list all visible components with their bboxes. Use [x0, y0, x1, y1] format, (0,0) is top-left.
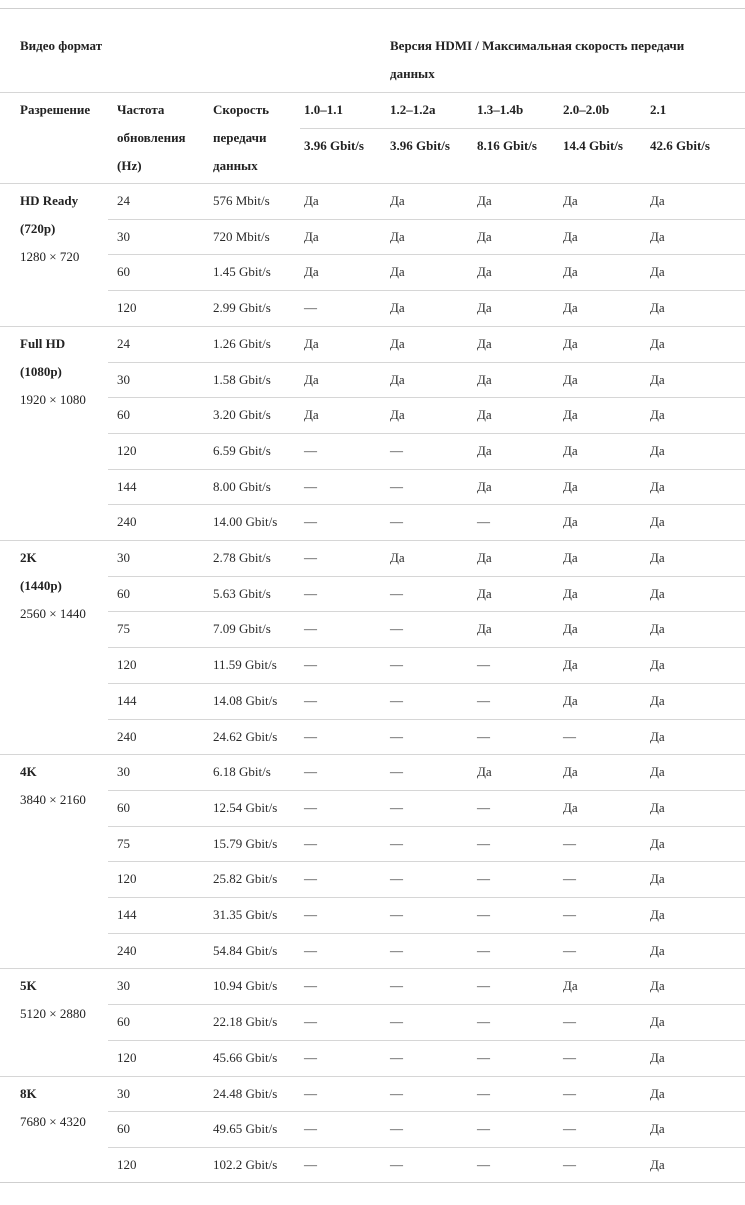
support-cell: Да	[650, 407, 665, 423]
support-cell: —	[304, 1049, 317, 1065]
support-cell: Да	[650, 1049, 665, 1065]
support-cell: —	[563, 942, 576, 958]
support-cell: Да	[650, 442, 665, 458]
support-cell: —	[477, 514, 490, 530]
table-row	[0, 326, 745, 362]
data-rate-cell: 1.58 Gbit/s	[213, 371, 271, 387]
support-cell: —	[304, 442, 317, 458]
support-cell: —	[477, 1121, 490, 1137]
support-cell: Да	[304, 264, 319, 280]
support-cell: —	[477, 978, 490, 994]
top-divider	[0, 8, 745, 9]
support-cell: —	[477, 907, 490, 922]
support-cell: —	[390, 621, 403, 637]
support-cell: —	[390, 764, 403, 780]
support-cell: —	[390, 442, 403, 458]
header-rate-line1: Скорость	[213, 102, 269, 117]
table-row	[0, 540, 745, 576]
support-cell: Да	[390, 300, 405, 316]
refresh-rate-cell: 60	[117, 799, 130, 815]
support-cell: Да	[563, 514, 578, 530]
table-row	[0, 397, 745, 433]
support-cell: —	[304, 835, 317, 851]
data-rate-cell: 720 Mbit/s	[213, 228, 270, 244]
support-cell: —	[304, 585, 317, 601]
support-cell: Да	[563, 978, 578, 994]
support-cell: —	[304, 692, 317, 708]
support-cell: —	[390, 871, 403, 887]
support-cell: —	[304, 942, 317, 958]
support-cell: Да	[563, 621, 578, 637]
support-cell: Да	[650, 657, 665, 673]
support-cell: Да	[650, 978, 665, 994]
support-cell: —	[563, 835, 576, 851]
header-rate-line3: данных	[213, 158, 258, 173]
support-cell: —	[477, 835, 490, 851]
support-cell: —	[304, 621, 317, 637]
support-cell: Да	[563, 193, 578, 208]
support-cell: Да	[477, 335, 492, 351]
support-cell: —	[563, 907, 576, 922]
table-row	[0, 1111, 745, 1147]
support-cell: Да	[650, 764, 665, 780]
data-rate-cell: 14.08 Gbit/s	[213, 692, 278, 708]
support-cell: Да	[477, 371, 492, 387]
support-cell: Да	[563, 550, 578, 565]
support-cell: Да	[563, 407, 578, 423]
support-cell: —	[304, 799, 317, 815]
header-hdmi-title-line2: данных	[390, 66, 435, 81]
bottom-divider	[0, 1182, 745, 1183]
header-resolution: Разрешение	[20, 102, 91, 117]
table-row	[0, 754, 745, 790]
support-cell: —	[390, 1049, 403, 1065]
data-rate-cell: 14.00 Gbit/s	[213, 514, 278, 530]
support-cell: —	[390, 1121, 403, 1137]
support-cell: Да	[650, 1121, 665, 1137]
header-hdmi-title-line1: Версия HDMI / Максимальная скорость передачи	[390, 38, 685, 53]
support-cell: —	[477, 1014, 490, 1030]
support-cell: Да	[563, 300, 578, 316]
support-cell: —	[477, 799, 490, 815]
refresh-rate-cell: 60	[117, 407, 130, 423]
data-rate-cell: 6.18 Gbit/s	[213, 764, 271, 780]
support-cell: Да	[563, 657, 578, 673]
support-cell: Да	[390, 264, 405, 280]
table-row	[0, 790, 745, 826]
refresh-rate-cell: 30	[117, 764, 130, 780]
data-rate-cell: 31.35 Gbit/s	[213, 907, 278, 922]
support-cell: Да	[650, 228, 665, 244]
support-cell: Да	[563, 228, 578, 244]
support-cell: Да	[650, 728, 665, 744]
format-resolution: 7680 × 4320	[20, 1113, 86, 1129]
support-cell: Да	[650, 478, 665, 494]
support-cell: —	[477, 657, 490, 673]
data-rate-cell: 54.84 Gbit/s	[213, 942, 278, 958]
support-cell: Да	[650, 335, 665, 351]
refresh-rate-cell: 144	[117, 907, 137, 922]
support-cell: Да	[477, 193, 492, 208]
data-rate-cell: 12.54 Gbit/s	[213, 799, 278, 815]
format-resolution: 3840 × 2160	[20, 792, 86, 808]
support-cell: Да	[650, 621, 665, 637]
refresh-rate-cell: 120	[117, 442, 137, 458]
support-cell: Да	[563, 478, 578, 494]
refresh-rate-cell: 75	[117, 835, 130, 851]
support-cell: Да	[650, 1156, 665, 1172]
format-name: 4K	[20, 764, 37, 780]
support-cell: —	[304, 478, 317, 494]
support-cell: Да	[650, 1014, 665, 1030]
support-cell: Да	[650, 264, 665, 280]
table-row	[0, 897, 745, 933]
support-cell: —	[477, 871, 490, 887]
support-cell: —	[563, 728, 576, 744]
header-refresh-rate	[117, 96, 186, 180]
data-rate-cell: 10.94 Gbit/s	[213, 978, 278, 994]
header-version-2: 1.2–1.2a	[390, 102, 436, 117]
support-cell: Да	[650, 692, 665, 708]
support-cell: —	[477, 1049, 490, 1065]
data-rate-cell: 102.2 Gbit/s	[213, 1156, 278, 1172]
support-cell: —	[390, 978, 403, 994]
support-cell: Да	[563, 264, 578, 280]
header-version-4: 2.0–2.0b	[563, 102, 610, 117]
header-version-3: 1.3–1.4b	[477, 102, 524, 117]
support-cell: —	[563, 1156, 576, 1172]
table-row	[0, 1147, 745, 1183]
support-cell: Да	[390, 407, 405, 423]
support-cell: Да	[650, 799, 665, 815]
refresh-rate-cell: 120	[117, 300, 137, 316]
support-cell: —	[390, 1014, 403, 1030]
support-cell: —	[477, 1156, 490, 1172]
support-cell: —	[563, 1085, 576, 1101]
header-max-rate-1: 3.96 Gbit/s	[304, 138, 364, 153]
refresh-rate-cell: 240	[117, 942, 137, 958]
table-row	[0, 254, 745, 290]
table-row	[0, 290, 745, 326]
format-name: 2K	[20, 550, 37, 565]
support-cell: Да	[477, 228, 492, 244]
support-cell: Да	[477, 585, 492, 601]
table-row	[0, 469, 745, 505]
refresh-rate-cell: 30	[117, 550, 130, 565]
support-cell: Да	[650, 835, 665, 851]
refresh-rate-cell: 120	[117, 657, 137, 673]
support-cell: Да	[650, 1085, 665, 1101]
support-cell: Да	[650, 942, 665, 958]
header-video-format: Видео формат	[20, 38, 103, 53]
header-refresh-line3: (Hz)	[117, 158, 142, 173]
support-cell: Да	[563, 764, 578, 780]
support-cell: Да	[390, 550, 405, 565]
support-cell: —	[304, 1121, 317, 1137]
support-cell: Да	[563, 799, 578, 815]
support-cell: Да	[304, 193, 319, 208]
header-max-rate-3: 8.16 Gbit/s	[477, 138, 537, 153]
support-cell: —	[390, 514, 403, 530]
support-cell: —	[563, 1014, 576, 1030]
data-rate-cell: 6.59 Gbit/s	[213, 442, 271, 458]
refresh-rate-cell: 120	[117, 1049, 137, 1065]
support-cell: —	[477, 728, 490, 744]
data-rate-cell: 3.20 Gbit/s	[213, 407, 271, 423]
table-row	[0, 1040, 745, 1076]
header-max-rate-5: 42.6 Gbit/s	[650, 138, 710, 153]
support-cell: Да	[650, 300, 665, 316]
support-cell: Да	[477, 550, 492, 565]
refresh-rate-cell: 144	[117, 478, 137, 494]
support-cell: Да	[563, 692, 578, 708]
data-rate-cell: 2.78 Gbit/s	[213, 550, 271, 565]
table-row	[0, 183, 745, 219]
data-rate-cell: 7.09 Gbit/s	[213, 621, 271, 637]
data-rate-cell: 15.79 Gbit/s	[213, 835, 278, 851]
data-rate-cell: 2.99 Gbit/s	[213, 300, 271, 316]
data-rate-cell: 24.62 Gbit/s	[213, 728, 278, 744]
support-cell: —	[390, 585, 403, 601]
support-cell: —	[477, 942, 490, 958]
table-row	[0, 611, 745, 647]
support-cell: Да	[563, 585, 578, 601]
support-cell: Да	[563, 442, 578, 458]
support-cell: —	[390, 657, 403, 673]
header-version-5: 2.1	[650, 102, 667, 117]
header-data-rate	[213, 96, 269, 180]
refresh-rate-cell: 30	[117, 978, 130, 994]
header-refresh-line1: Частота	[117, 102, 165, 117]
table-row	[0, 826, 745, 862]
support-cell: —	[390, 942, 403, 958]
refresh-rate-cell: 24	[117, 193, 130, 208]
support-cell: —	[390, 907, 403, 922]
support-cell: —	[304, 978, 317, 994]
table-row	[0, 433, 745, 469]
support-cell: —	[390, 1156, 403, 1172]
support-cell: Да	[477, 264, 492, 280]
header-hdmi-title	[390, 32, 684, 88]
data-rate-cell: 5.63 Gbit/s	[213, 585, 271, 601]
support-cell: Да	[563, 371, 578, 387]
support-cell: Да	[650, 907, 665, 922]
support-cell: Да	[650, 193, 665, 208]
refresh-rate-cell: 60	[117, 1014, 130, 1030]
support-cell: Да	[390, 335, 405, 351]
support-cell: Да	[390, 228, 405, 244]
refresh-rate-cell: 240	[117, 514, 137, 530]
support-cell: Да	[650, 371, 665, 387]
support-cell: Да	[477, 478, 492, 494]
table-row	[0, 968, 745, 1004]
support-cell: —	[304, 1014, 317, 1030]
support-cell: —	[390, 728, 403, 744]
table-row	[0, 861, 745, 897]
support-cell: —	[304, 1156, 317, 1172]
support-cell: Да	[304, 407, 319, 423]
data-rate-cell: 11.59 Gbit/s	[213, 657, 277, 673]
support-cell: Да	[304, 371, 319, 387]
support-cell: Да	[477, 442, 492, 458]
support-cell: Да	[304, 335, 319, 351]
support-cell: —	[563, 1121, 576, 1137]
header-divider	[0, 92, 745, 93]
refresh-rate-cell: 30	[117, 371, 130, 387]
header-max-rate-4: 14.4 Gbit/s	[563, 138, 623, 153]
support-cell: —	[304, 871, 317, 887]
support-cell: Да	[650, 514, 665, 530]
support-cell: —	[390, 1085, 403, 1101]
data-rate-cell: 1.45 Gbit/s	[213, 264, 271, 280]
support-cell: —	[304, 907, 317, 922]
format-name: 5K	[20, 978, 37, 994]
support-cell: —	[304, 728, 317, 744]
support-cell: Да	[477, 764, 492, 780]
header-rate-line2: передачи	[213, 130, 267, 145]
support-cell: —	[390, 692, 403, 708]
support-cell: —	[477, 692, 490, 708]
table-row	[0, 1004, 745, 1040]
refresh-rate-cell: 240	[117, 728, 137, 744]
data-rate-cell: 25.82 Gbit/s	[213, 871, 278, 887]
format-resolution: 5120 × 2880	[20, 1006, 86, 1022]
support-cell: —	[477, 1085, 490, 1101]
support-cell: —	[304, 657, 317, 673]
support-cell: Да	[390, 371, 405, 387]
refresh-rate-cell: 120	[117, 871, 137, 887]
data-rate-cell: 49.65 Gbit/s	[213, 1121, 278, 1137]
support-cell: —	[304, 514, 317, 530]
refresh-rate-cell: 60	[117, 264, 130, 280]
table-row	[0, 576, 745, 612]
format-resolution: 1280 × 720	[20, 249, 80, 264]
table-row	[0, 1076, 745, 1112]
support-cell: Да	[650, 550, 665, 565]
support-cell: Да	[477, 300, 492, 316]
support-cell: —	[390, 478, 403, 494]
header-max-rate-2: 3.96 Gbit/s	[390, 138, 450, 153]
table-row	[0, 219, 745, 255]
header-version-1: 1.0–1.1	[304, 102, 343, 117]
format-resolution: 1920 × 1080	[20, 391, 86, 407]
refresh-rate-cell: 75	[117, 621, 130, 637]
data-rate-cell: 22.18 Gbit/s	[213, 1014, 278, 1030]
table-row	[0, 362, 745, 398]
support-cell: —	[304, 1085, 317, 1101]
format-name: 8K	[20, 1085, 37, 1101]
format-name-suffix: (720p)	[20, 221, 56, 236]
data-rate-cell: 45.66 Gbit/s	[213, 1049, 278, 1065]
support-cell: Да	[477, 407, 492, 423]
format-name-suffix: (1440p)	[20, 578, 62, 593]
format-name-suffix: (1080p)	[20, 363, 62, 379]
support-cell: Да	[650, 871, 665, 887]
support-cell: —	[390, 835, 403, 851]
table-row	[0, 719, 745, 755]
support-cell: —	[563, 871, 576, 887]
version-divider	[300, 128, 745, 129]
format-resolution: 2560 × 1440	[20, 606, 86, 621]
refresh-rate-cell: 30	[117, 228, 130, 244]
table-row	[0, 683, 745, 719]
refresh-rate-cell: 60	[117, 1121, 130, 1137]
support-cell: —	[304, 764, 317, 780]
data-rate-cell: 24.48 Gbit/s	[213, 1085, 278, 1101]
data-rate-cell: 576 Mbit/s	[213, 193, 270, 208]
support-cell: Да	[563, 335, 578, 351]
support-cell: Да	[477, 621, 492, 637]
refresh-rate-cell: 144	[117, 692, 137, 708]
format-name: HD Ready	[20, 193, 79, 208]
support-cell: —	[390, 799, 403, 815]
support-cell: Да	[390, 193, 405, 208]
support-cell: Да	[650, 585, 665, 601]
table-row	[0, 504, 745, 540]
refresh-rate-cell: 30	[117, 1085, 130, 1101]
table-row	[0, 933, 745, 969]
table-row	[0, 647, 745, 683]
support-cell: —	[304, 550, 317, 565]
header-refresh-line2: обновления	[117, 130, 186, 145]
format-name: Full HD	[20, 335, 66, 351]
support-cell: —	[563, 1049, 576, 1065]
data-rate-cell: 8.00 Gbit/s	[213, 478, 271, 494]
support-cell: Да	[304, 228, 319, 244]
refresh-rate-cell: 60	[117, 585, 130, 601]
data-rate-cell: 1.26 Gbit/s	[213, 335, 271, 351]
refresh-rate-cell: 120	[117, 1156, 137, 1172]
support-cell: —	[304, 300, 317, 316]
refresh-rate-cell: 24	[117, 335, 130, 351]
